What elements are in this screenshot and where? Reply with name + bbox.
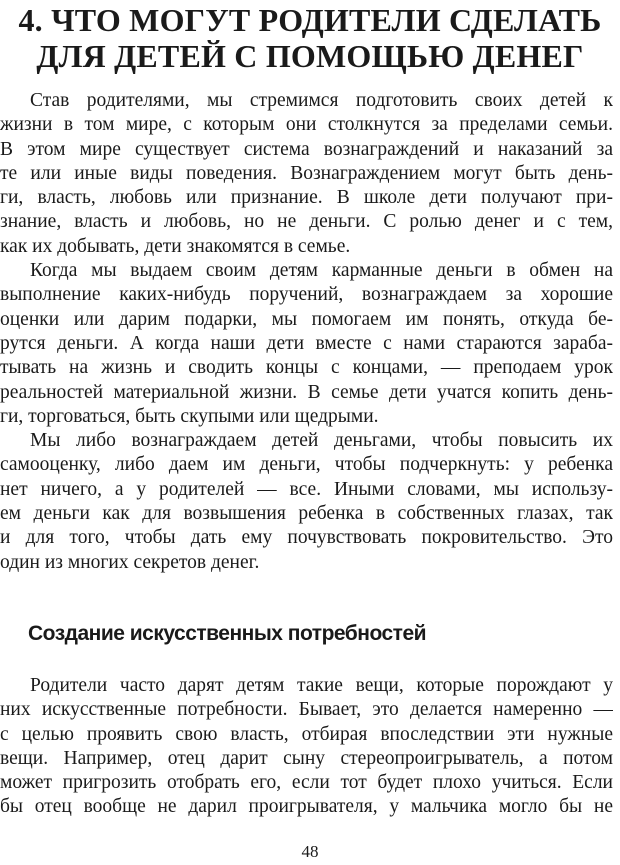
text-line: и для того, чтобы дать ему почувствовать покровительство. Это [0,527,613,549]
text-line: оценки или дарим подарки, мы помогаем им понять, откуда бе- [0,308,613,330]
paragraph [0,674,613,820]
text-line: рутся деньги. А когда наши дети вместе с нами стараются зараба- [0,332,613,354]
text-line: знание, власть и любовь, но не деньги. С ролью денег и с тем, [0,211,613,233]
chapter-title [0,2,620,74]
text-line: Когда мы выдаем своим детям карманные деньги в обмен на [30,260,613,282]
text-line: самооценку, либо даем им деньги, чтобы подчеркнуть: у ребенка [0,454,613,476]
text-line: как их добывать, дети знакомятся в семье. [0,235,351,257]
text-line: нет ничего, а у родителей — все. Иными словами, мы использу- [0,478,613,500]
text-line: тывать на жизнь и сводить концы с концами, — преподаем урок [0,357,613,379]
text-line: один из многих секретов денег. [0,551,260,573]
chapter-title-line-2: ДЛЯ ДЕТЕЙ С ПОМОЩЬЮ ДЕНЕГ [36,38,584,74]
body-text-top [0,89,613,575]
text-line: ги, торговаться, быть скупыми или щедрыми. [0,405,379,427]
text-line: них искусственные потребности. Бывает, это делается намеренно — [0,699,613,721]
page-number: 48 [301,842,319,861]
text-line: Став родителями, мы стремимся подготовить своих детей к [30,90,613,111]
text-line: может пригрозить отобрать его, если тот будет плохо учиться. Если [0,772,613,794]
body-text-bottom [0,674,613,820]
text-line: Мы либо вознаграждаем детей деньгами, чтобы повысить их [30,430,613,452]
text-line: жизни в том мире, с которым они столкнутся за пределами семьи. [0,114,613,136]
text-line: те или иные виды поведения. Вознаграждением могут быть день- [0,162,613,184]
paragraph [0,259,613,429]
text-line: В этом мире существует система вознаграждений и наказаний за [0,138,613,160]
paragraph [0,429,613,575]
text-line: ем деньги как для возвышения ребенка в собственных глазах, так [0,503,613,525]
text-line: вещи. Например, отец дарит сыну стереопроигрыватель, а потом [0,747,613,769]
text-line: реальностей материальной жизни. В семье дети учатся копить день- [0,381,613,403]
text-line: выполнение каких-нибудь поручений, вознаграждаем за хорошие [0,284,613,306]
chapter-title-line-1: 4. ЧТО МОГУТ РОДИТЕЛИ СДЕЛАТЬ [18,2,602,38]
text-line: бы отец вообще не дарил проигрывателя, у мальчика могло бы не [0,796,613,818]
paragraph [0,89,613,259]
text-line: ги, власть, любовь или признание. В школе дети получают при- [0,187,613,209]
section-heading: Создание искусственных потребностей [28,622,427,645]
text-line: с целью проявить свою власть, отбирая впоследствии эти нужные [0,723,613,745]
text-line: Родители часто дарят детям такие вещи, которые порождают у [30,675,613,696]
